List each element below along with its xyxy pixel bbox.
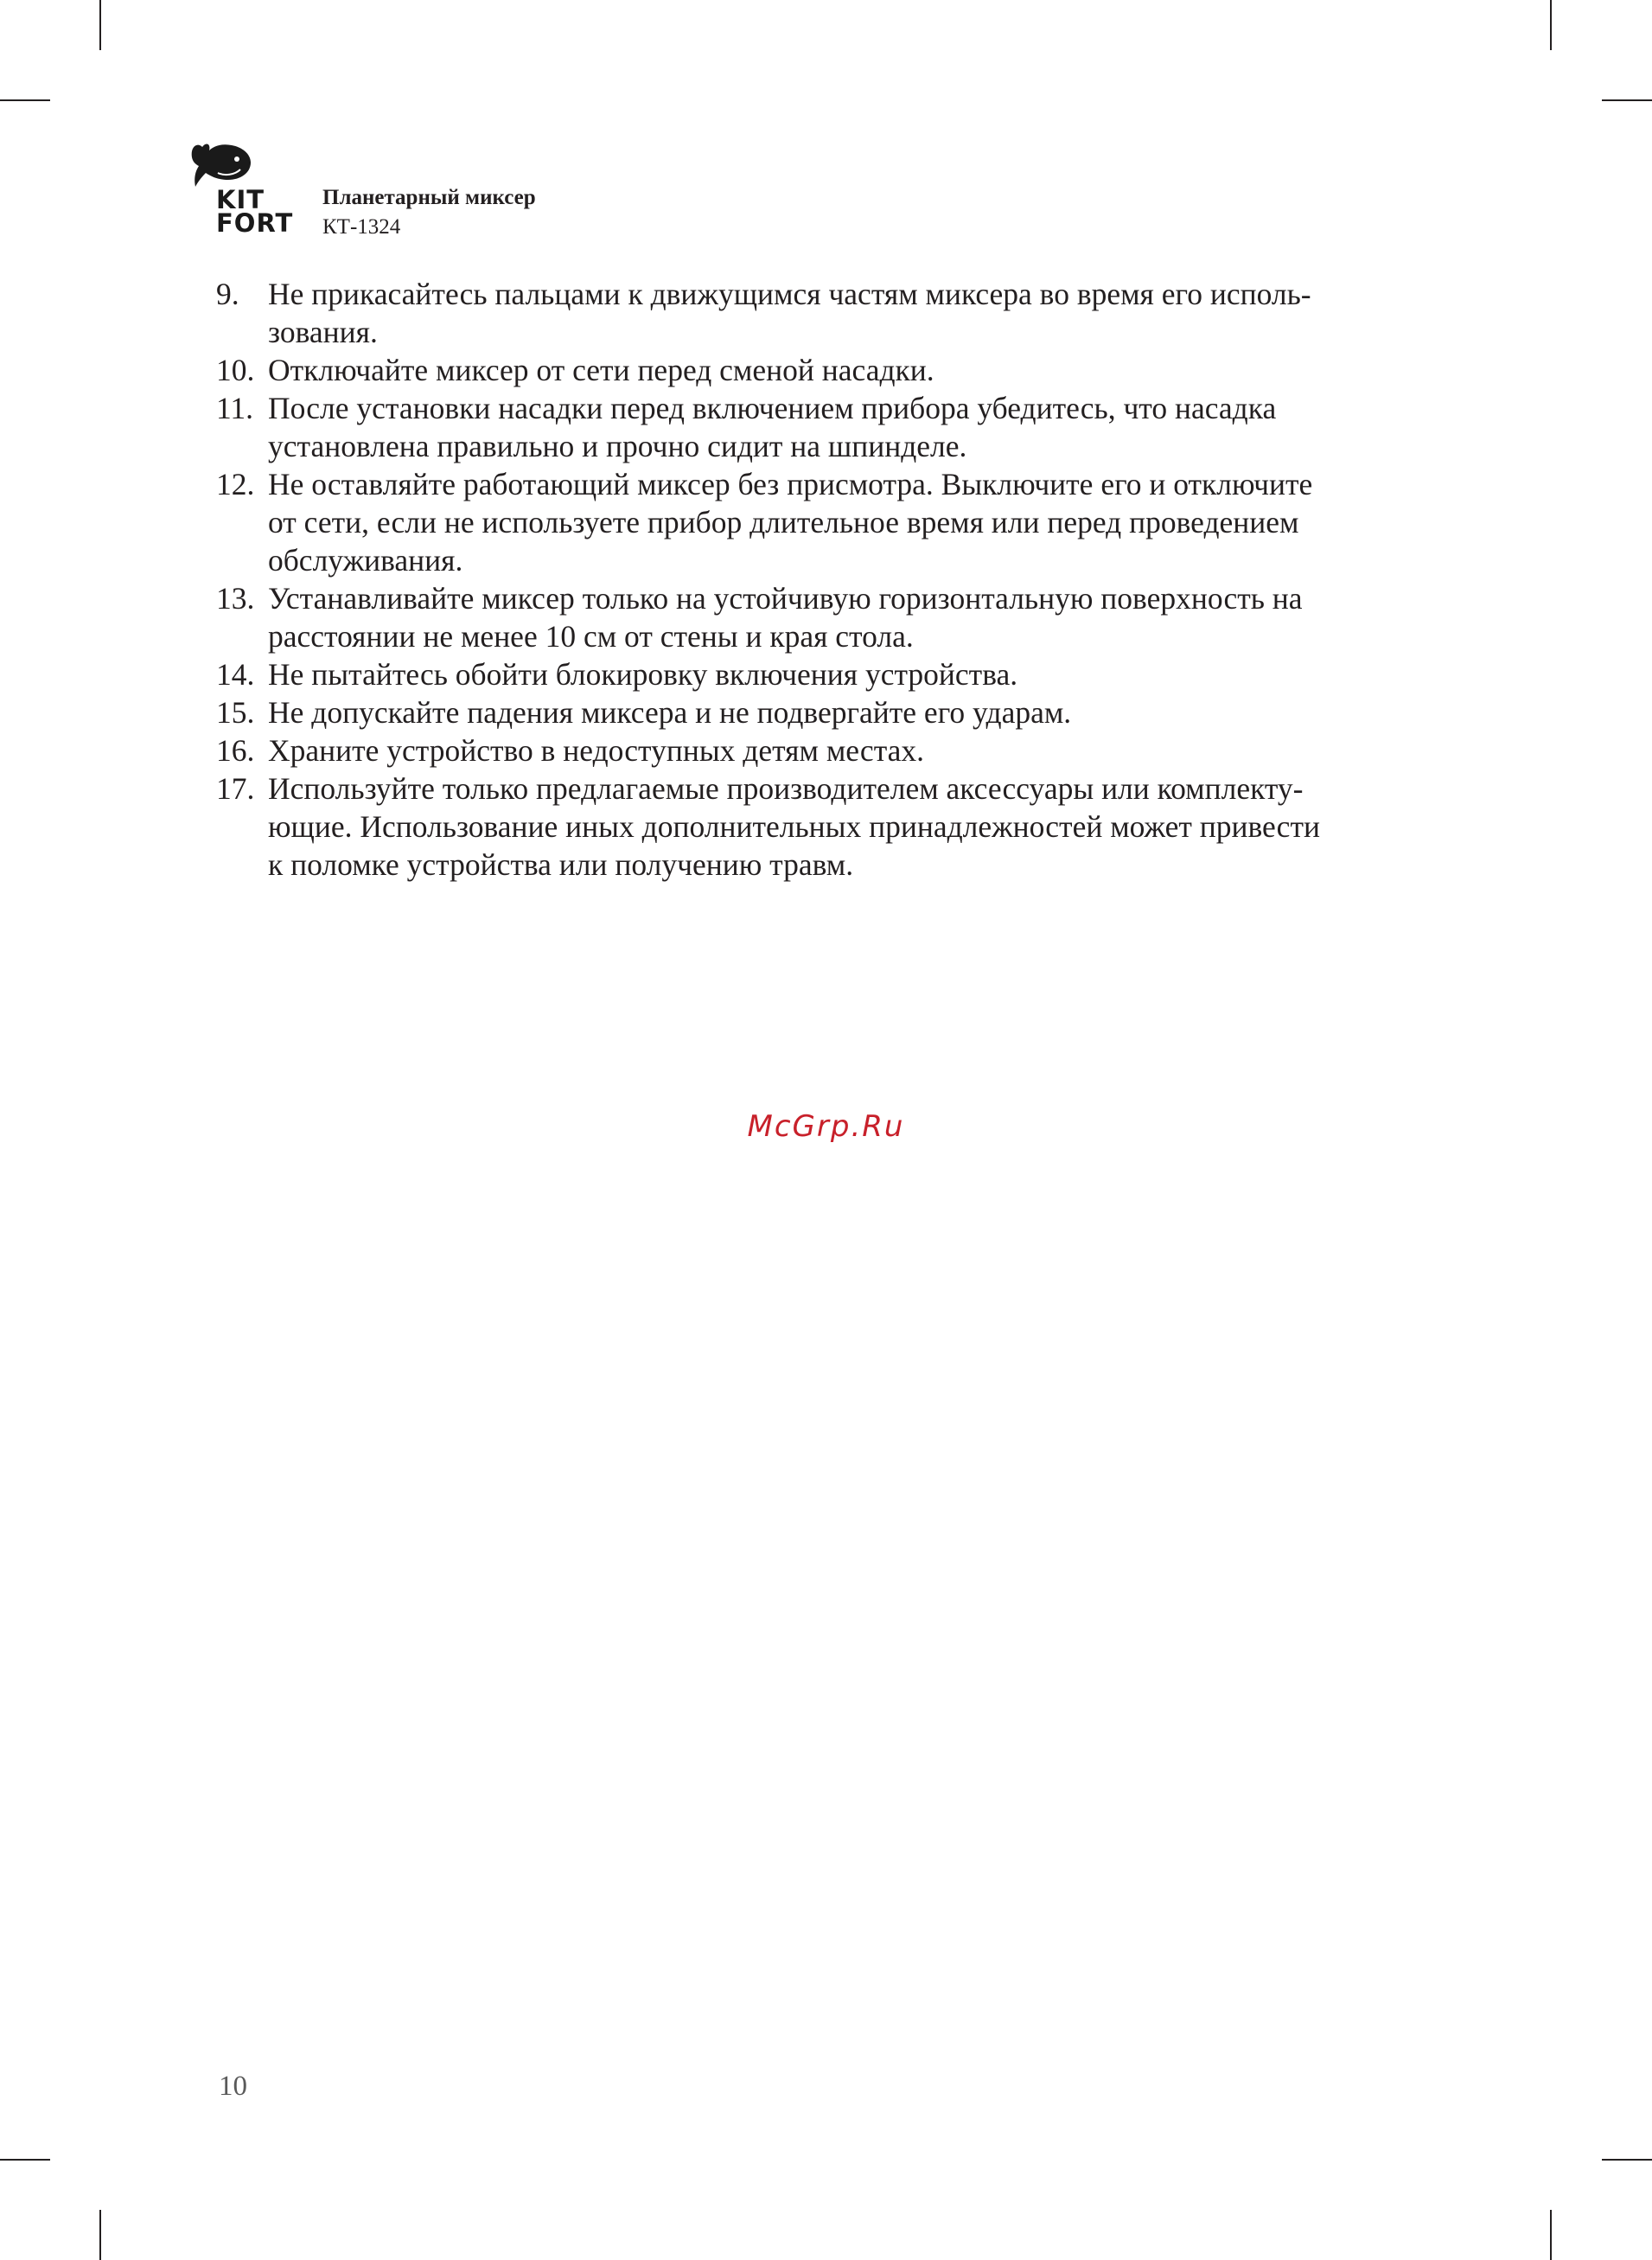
crop-mark-top-right-horizontal [1602, 99, 1652, 101]
product-title: Планетарный миксер [322, 186, 536, 209]
list-item-text [268, 769, 1461, 884]
list-item-line: Не прикасайтесь пальцами к движущимся частям миксера во время его исполь- [268, 277, 1311, 311]
list-item-line: расстоянии не менее 10 см от стены и края стола. [268, 619, 914, 654]
list-item [216, 579, 1461, 655]
list-item [216, 351, 1461, 389]
logo-line-2: FORT [216, 208, 294, 238]
list-item-number: 17. [216, 771, 255, 806]
list-item-line: к поломке устройства или получению травм. [268, 847, 854, 882]
list-item-line: зования. [268, 315, 378, 349]
safety-instructions-list [216, 275, 1461, 884]
list-item-line: обслуживания. [268, 543, 463, 578]
whale-icon [188, 138, 254, 188]
crop-mark-top-left-horizontal [0, 99, 50, 101]
list-item-number: 9. [216, 277, 239, 311]
list-item-number: 15. [216, 695, 255, 730]
list-item [216, 693, 1461, 731]
list-item-text [268, 731, 1461, 769]
watermark-link[interactable]: McGrp.Ru [747, 1109, 905, 1144]
list-item-line: Не оставляйте работающий миксер без присмотра. Выключите его и отключите [268, 467, 1313, 501]
logo-wordmark [216, 185, 294, 238]
list-item [216, 731, 1461, 769]
product-model: КТ-1324 [322, 215, 401, 239]
logo-line-1: KIT [216, 185, 265, 214]
list-item-line: Отключайте миксер от сети перед сменой насадки. [268, 353, 934, 387]
list-item-line: Не пытайтесь обойти блокировку включения устройства. [268, 657, 1018, 692]
list-item-line: установлена правильно и прочно сидит на шпинделе. [268, 429, 967, 463]
list-item-text [268, 465, 1461, 579]
list-item-text [268, 693, 1461, 731]
list-item [216, 389, 1461, 465]
list-item-line: Не допускайте падения миксера и не подвергайте его ударам. [268, 695, 1072, 730]
list-item-line: от сети, если не используете прибор длительное время или перед проведением [268, 505, 1299, 539]
crop-mark-top-left-vertical [99, 0, 101, 50]
list-item-line: Храните устройство в недоступных детям местах. [268, 733, 925, 768]
list-item [216, 655, 1461, 693]
list-item-text [268, 275, 1461, 351]
list-item-text [268, 351, 1461, 389]
crop-mark-top-right-vertical [1550, 0, 1552, 50]
crop-mark-bottom-left-vertical [99, 2210, 101, 2260]
crop-mark-bottom-left-horizontal [0, 2159, 50, 2161]
crop-mark-bottom-right-vertical [1550, 2210, 1552, 2260]
list-item-number: 14. [216, 657, 255, 692]
list-item-line: ющие. Использование иных дополнительных принадлежностей может привести [268, 809, 1320, 844]
list-item-text [268, 655, 1461, 693]
list-item [216, 275, 1461, 351]
list-item-number: 16. [216, 733, 255, 768]
list-item-line: После установки насадки перед включением прибора убедитесь, что насадка [268, 391, 1277, 425]
list-item-number: 13. [216, 581, 255, 616]
list-item [216, 769, 1461, 884]
list-item-number: 11. [216, 391, 254, 425]
list-item [216, 465, 1461, 579]
list-item-text [268, 579, 1461, 655]
list-item-text [268, 389, 1461, 465]
list-item-line: Устанавливайте миксер только на устойчивую горизонтальную поверхность на [268, 581, 1303, 616]
crop-mark-bottom-right-horizontal [1602, 2159, 1652, 2161]
page-number: 10 [219, 2071, 247, 2102]
list-item-number: 10. [216, 353, 255, 387]
list-item-line: Используйте только предлагаемые производителем аксессуары или комплекту- [268, 771, 1304, 806]
kitfort-logo [188, 138, 301, 242]
list-item-number: 12. [216, 467, 255, 501]
